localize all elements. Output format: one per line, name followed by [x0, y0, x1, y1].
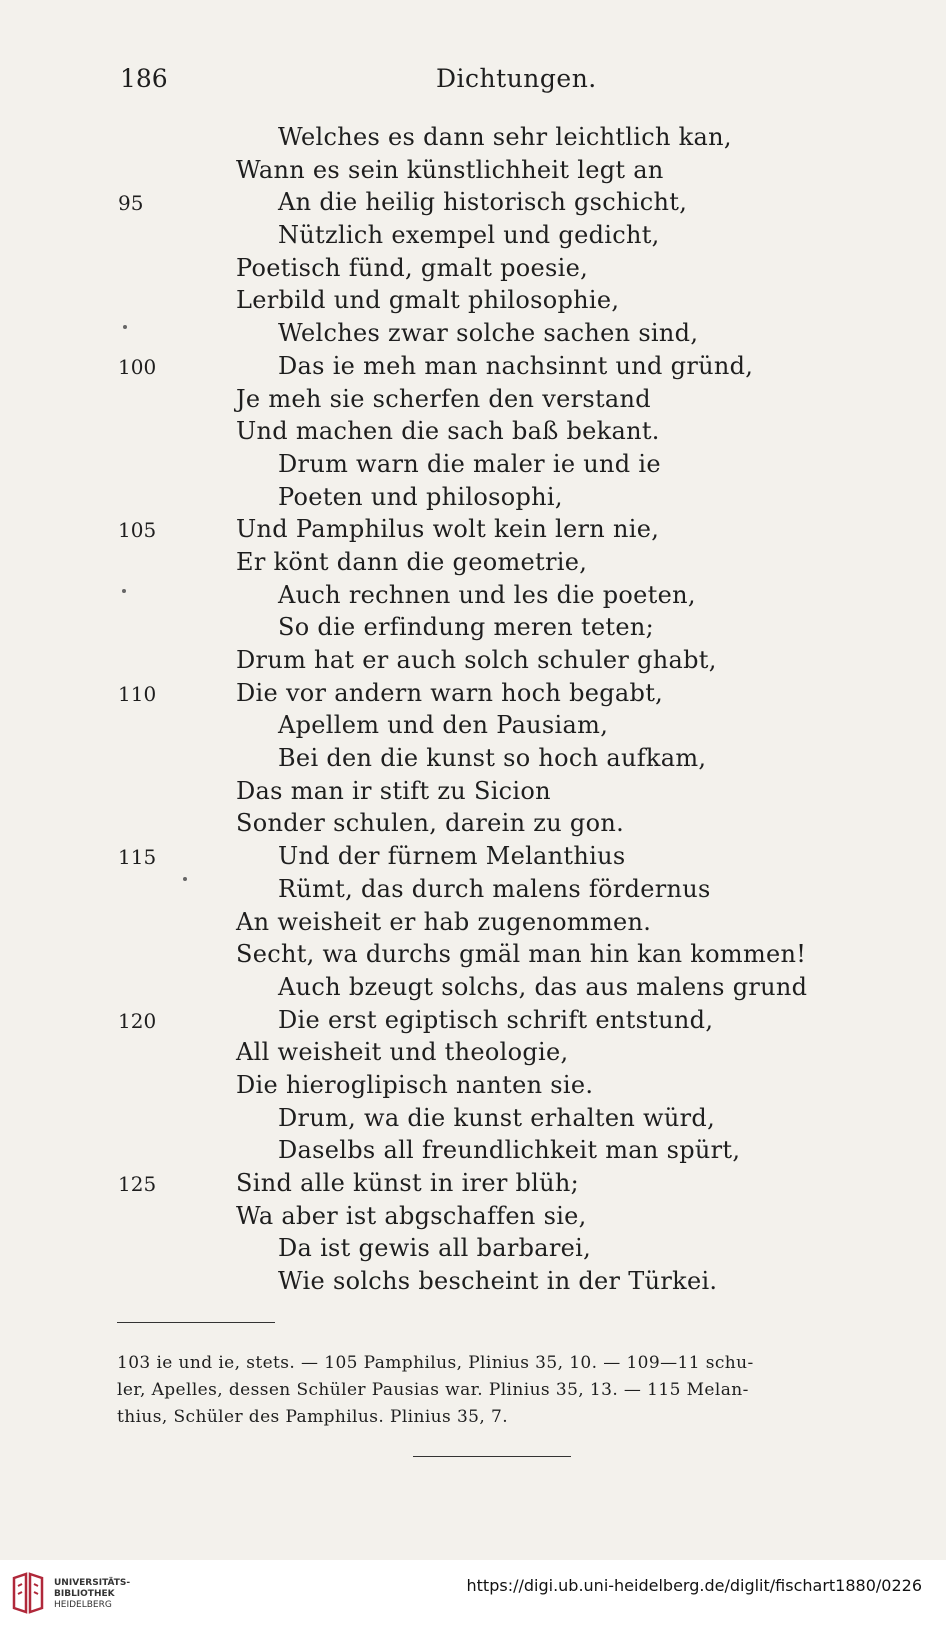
verse-line [0, 352, 946, 385]
verse-line [0, 744, 946, 777]
library-name-line3: HEIDELBERG [54, 1600, 112, 1610]
footnote-line: 103 ie und ie, stets. — 105 Pamphilus, Plinius 35, 10. — 109—11 schu- [117, 1353, 754, 1373]
verse-text: Sind alle künst in irer blüh; [236, 1169, 580, 1197]
verse-line [0, 450, 946, 483]
margin-mark [123, 325, 127, 329]
verse-text: An die heilig historisch gschicht, [278, 188, 688, 217]
verse-line [0, 1071, 946, 1104]
verse-line [0, 940, 946, 973]
verse-text: Daselbs all freundlichkeit man spürt, [278, 1136, 741, 1165]
verse-text: Welches zwar solche sachen sind, [278, 319, 699, 348]
verse-line [0, 581, 946, 614]
line-number: 105 [118, 518, 157, 543]
verse-line [0, 711, 946, 744]
library-name-line2: BIBLIOTHEK [54, 1589, 115, 1599]
verse-line [0, 417, 946, 450]
verse-line [0, 1038, 946, 1071]
library-name [54, 1578, 130, 1611]
verse-text: Je meh sie scherfen den verstand [236, 384, 651, 413]
heidelberg-library-logo-icon [10, 1572, 46, 1614]
verse-line [0, 319, 946, 352]
verse-text: Rümt, das durch malens fördernus [278, 874, 711, 903]
line-number: 100 [118, 354, 157, 379]
verse-text: Das man ir stift zu Sicion [236, 776, 551, 805]
end-divider [413, 1456, 571, 1457]
line-number: 95 [118, 191, 144, 216]
margin-mark [183, 877, 187, 881]
verse-line [0, 679, 946, 712]
library-logo[interactable] [10, 1572, 150, 1616]
verse-text: Die erst egiptisch schrift entstund, [278, 1005, 714, 1034]
verse-text: Die hieroglipisch nanten sie. [236, 1070, 594, 1099]
verse-line [0, 1104, 946, 1137]
verse-text: Sonder schulen, darein zu gon. [236, 809, 625, 838]
verse-text: Drum hat er auch solch schuler ghabt, [236, 646, 717, 674]
verse-text: Nützlich exempel und gedicht, [278, 221, 660, 250]
verse-text: Poeten und philosophi, [278, 482, 563, 511]
verse-text: Die vor andern warn hoch begabt, [236, 678, 664, 707]
verse-line [0, 1267, 946, 1300]
verse-line [0, 1234, 946, 1267]
running-title: Dichtungen. [436, 64, 597, 93]
verse-text: Auch rechnen und les die poeten, [278, 580, 696, 609]
footnote-divider [117, 1322, 275, 1323]
verse-text: Und Pamphilus wolt kein lern nie, [236, 515, 660, 544]
page-number: 186 [120, 64, 168, 93]
verse-line [0, 973, 946, 1006]
verse-text: Wie solchs bescheint in der Türkei. [278, 1267, 718, 1296]
verse-text: Poetisch fünd, gmalt poesie, [236, 253, 589, 282]
verse-text: Auch bzeugt solchs, das aus malens grund [278, 972, 808, 1001]
digitization-footer [0, 1560, 946, 1625]
verse-text: Drum, wa die kunst erhalten würd, [278, 1103, 716, 1132]
line-number: 115 [118, 845, 157, 870]
verse-line [0, 875, 946, 908]
verse-line [0, 188, 946, 221]
source-url-link[interactable]: https://digi.ub.uni-heidelberg.de/diglit/fischart1880/0226 [466, 1576, 922, 1595]
verse-text: Er könt dann die geometrie, [236, 547, 588, 576]
verse-line [0, 646, 946, 679]
verse-text: Secht, wa durchs gmäl man hin kan kommen! [236, 940, 807, 969]
verse-line [0, 809, 946, 842]
verse-line [0, 1006, 946, 1039]
verse-line [0, 515, 946, 548]
verse-line [0, 613, 946, 646]
verse-text: Da ist gewis all barbarei, [278, 1234, 592, 1263]
footnote-line: ler, Apelles, dessen Schüler Pausias war. Plinius 35, 13. — 115 Melan- [117, 1380, 749, 1400]
verse-text: Wann es sein künstlichheit legt an [236, 155, 664, 184]
verse-text: Wa aber ist abgschaffen sie, [236, 1201, 587, 1230]
margin-mark [122, 589, 126, 593]
verse-line [0, 908, 946, 941]
verse-text: An weisheit er hab zugenommen. [236, 907, 652, 936]
verse-line [0, 385, 946, 418]
verse-line [0, 221, 946, 254]
verse-text: Das ie meh man nachsinnt und gründ, [278, 351, 754, 380]
verse-text: Apellem und den Pausiam, [278, 711, 609, 740]
footnote-line: thius, Schüler des Pamphilus. Plinius 35, 7. [117, 1407, 509, 1427]
verse-text: Lerbild und gmalt philosophie, [236, 286, 620, 315]
verse-line [0, 777, 946, 810]
verse-text: Und der fürnem Melanthius [278, 842, 626, 871]
line-number: 125 [118, 1172, 157, 1196]
verse-line [0, 842, 946, 875]
verse-text: So die erfindung meren teten; [278, 613, 655, 642]
verse-line [0, 286, 946, 319]
line-number: 110 [118, 681, 157, 706]
verse-line [0, 483, 946, 516]
verse-text: Bei den die kunst so hoch aufkam, [278, 744, 707, 773]
poem-text [0, 123, 946, 1300]
verse-text: All weisheit und theologie, [236, 1038, 569, 1067]
line-number: 120 [118, 1008, 157, 1033]
verse-line [0, 1136, 946, 1169]
verse-line [0, 254, 946, 287]
verse-text: Und machen die sach baß bekant. [236, 417, 660, 446]
footnotes [117, 1350, 817, 1431]
verse-line [0, 548, 946, 581]
page-header [0, 64, 946, 104]
verse-line [0, 1202, 946, 1235]
verse-text: Drum warn die maler ie und ie [278, 449, 661, 478]
library-name-line1: UNIVERSITÄTS- [54, 1578, 131, 1588]
verse-line [0, 123, 946, 156]
verse-line [0, 156, 946, 189]
verse-text: Welches es dann sehr leichtlich kan, [278, 123, 732, 151]
verse-line [0, 1169, 946, 1202]
